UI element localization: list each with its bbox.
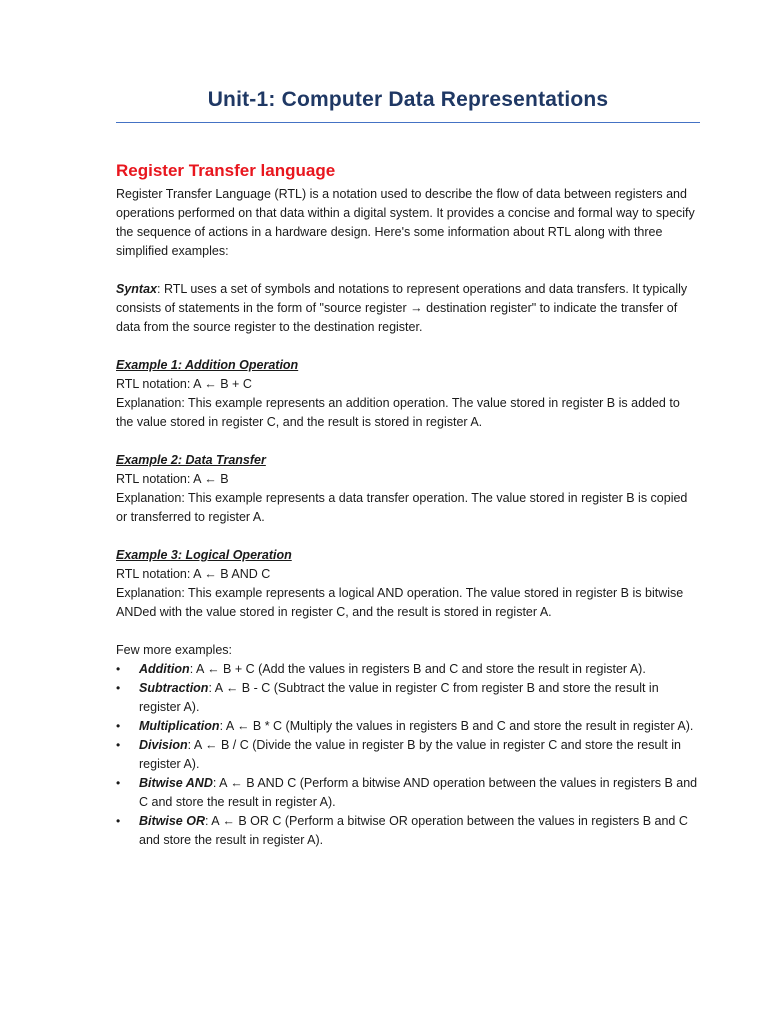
bullet-icon: • xyxy=(116,776,121,790)
example-notation: RTL notation: A ← B + C xyxy=(116,377,252,391)
list-item xyxy=(116,812,700,850)
document-body xyxy=(116,185,700,850)
list-item xyxy=(116,660,700,679)
bullet-icon: • xyxy=(116,738,121,752)
list-item-text: : A ← B - C (Subtract the value in register C from register B and store the result in register A). xyxy=(139,681,659,714)
list-item-text: : A ← B / C (Divide the value in register B by the value in register C and store the result in register A). xyxy=(139,738,681,771)
example-explanation: Explanation: This example represents an addition operation. The value stored in register B is added to the value stored in register C, and the result is stored in register A. xyxy=(116,396,680,429)
example-title: Example 3: Logical Operation xyxy=(116,548,292,562)
example-explanation: Explanation: This example represents a logical AND operation. The value stored in register B is bitwise ANDed with the value stored in register C, and the result is stored in register A. xyxy=(116,586,684,619)
example-title: Example 1: Addition Operation xyxy=(116,358,299,372)
list-item-text: : A ← B + C (Add the values in registers B and C and store the result in register A). xyxy=(189,662,646,676)
section-heading: Register Transfer language xyxy=(116,161,336,180)
list-item xyxy=(116,736,700,774)
example-explanation: Explanation: This example represents a data transfer operation. The value stored in register B is copied or transferred to register A. xyxy=(116,491,688,524)
list-item-label: Bitwise OR xyxy=(139,814,205,828)
example-title: Example 2: Data Transfer xyxy=(116,453,266,467)
list-item-text: : A ← B AND C (Perform a bitwise AND operation between the values in registers B and C and store the result in register A). xyxy=(139,776,698,809)
document-title: Unit-1: Computer Data Representations xyxy=(207,88,609,111)
list-item xyxy=(116,774,700,812)
list-item-text: : A ← B OR C (Perform a bitwise OR operation between the values in registers B and C and store the result in register A). xyxy=(139,814,688,847)
list-item xyxy=(116,679,700,717)
bullet-icon: • xyxy=(116,681,121,695)
syntax-text: : RTL uses a set of symbols and notations to represent operations and data transfers. It typically consists of statements in the form of "source register → destination register" to indicate the transfer of data from the source register to the destination register. xyxy=(116,282,688,334)
syntax-label: Syntax xyxy=(116,282,157,296)
list-item-label: Division xyxy=(139,738,188,752)
list-item xyxy=(116,717,700,736)
example-block-3 xyxy=(116,546,700,622)
example-block-1 xyxy=(116,356,700,432)
list-item-label: Addition xyxy=(139,662,190,676)
intro-paragraph: Register Transfer Language (RTL) is a notation used to describe the flow of data between registers and operations performed on that data within a digital system. It provides a concise and formal way to specify the sequence of actions in a hardware design. Here's some information about RTL along with three simplified examples: xyxy=(116,187,695,258)
more-examples-intro: Few more examples: xyxy=(116,643,233,657)
syntax-paragraph xyxy=(116,280,700,337)
example-notation: RTL notation: A ← B AND C xyxy=(116,567,271,581)
more-examples-list xyxy=(116,660,700,850)
list-item-label: Subtraction xyxy=(139,681,209,695)
bullet-icon: • xyxy=(116,662,121,676)
bullet-icon: • xyxy=(116,814,121,828)
list-item-text: : A ← B * C (Multiply the values in registers B and C and store the result in register A). xyxy=(219,719,694,733)
bullet-icon: • xyxy=(116,719,121,733)
list-item-label: Bitwise AND xyxy=(139,776,213,790)
title-underline-rule xyxy=(116,122,700,123)
example-notation: RTL notation: A ← B xyxy=(116,472,229,486)
list-item-label: Multiplication xyxy=(139,719,220,733)
example-block-2 xyxy=(116,451,700,527)
